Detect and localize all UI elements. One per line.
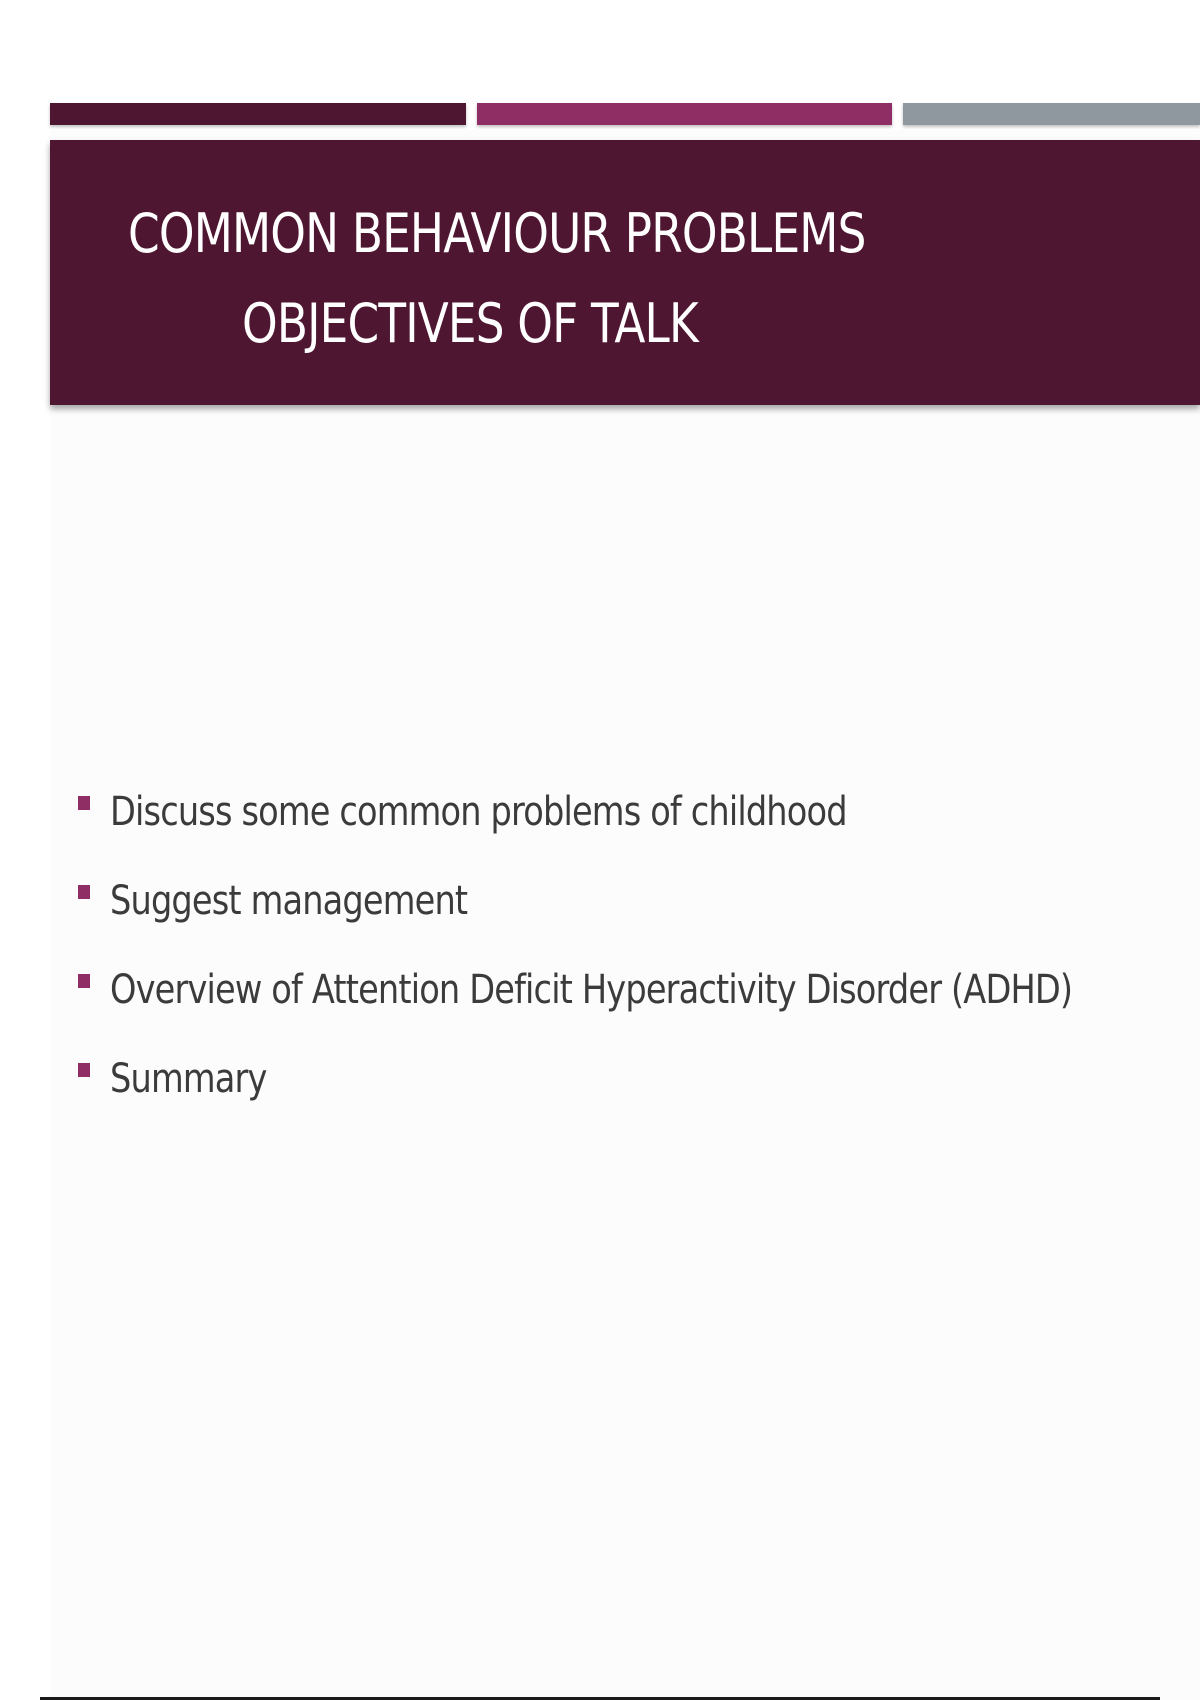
- bullet-text: Summary: [110, 1056, 267, 1102]
- square-bullet-icon: [78, 796, 90, 810]
- list-item: [78, 1057, 1200, 1146]
- accent-bar-grey: [903, 103, 1200, 125]
- list-item: [78, 879, 1200, 968]
- bullet-text: Overview of Attention Deficit Hyperactivity Disorder (ADHD): [110, 967, 1073, 1013]
- slide-title-line-2: OBJECTIVES OF TALK: [242, 292, 698, 355]
- bullet-text: Discuss some common problems of childhood: [110, 789, 847, 835]
- bullet-list: [78, 790, 1200, 1146]
- list-item: [78, 968, 1200, 1057]
- title-band: [50, 140, 1200, 405]
- accent-bar-magenta: [477, 103, 892, 125]
- square-bullet-icon: [78, 974, 90, 988]
- bullet-text: Suggest management: [110, 878, 468, 924]
- accent-bar-plum: [50, 103, 466, 125]
- list-item: [78, 790, 1200, 879]
- square-bullet-icon: [78, 885, 90, 899]
- square-bullet-icon: [78, 1063, 90, 1077]
- slide-title-line-1: COMMON BEHAVIOUR PROBLEMS: [128, 202, 866, 265]
